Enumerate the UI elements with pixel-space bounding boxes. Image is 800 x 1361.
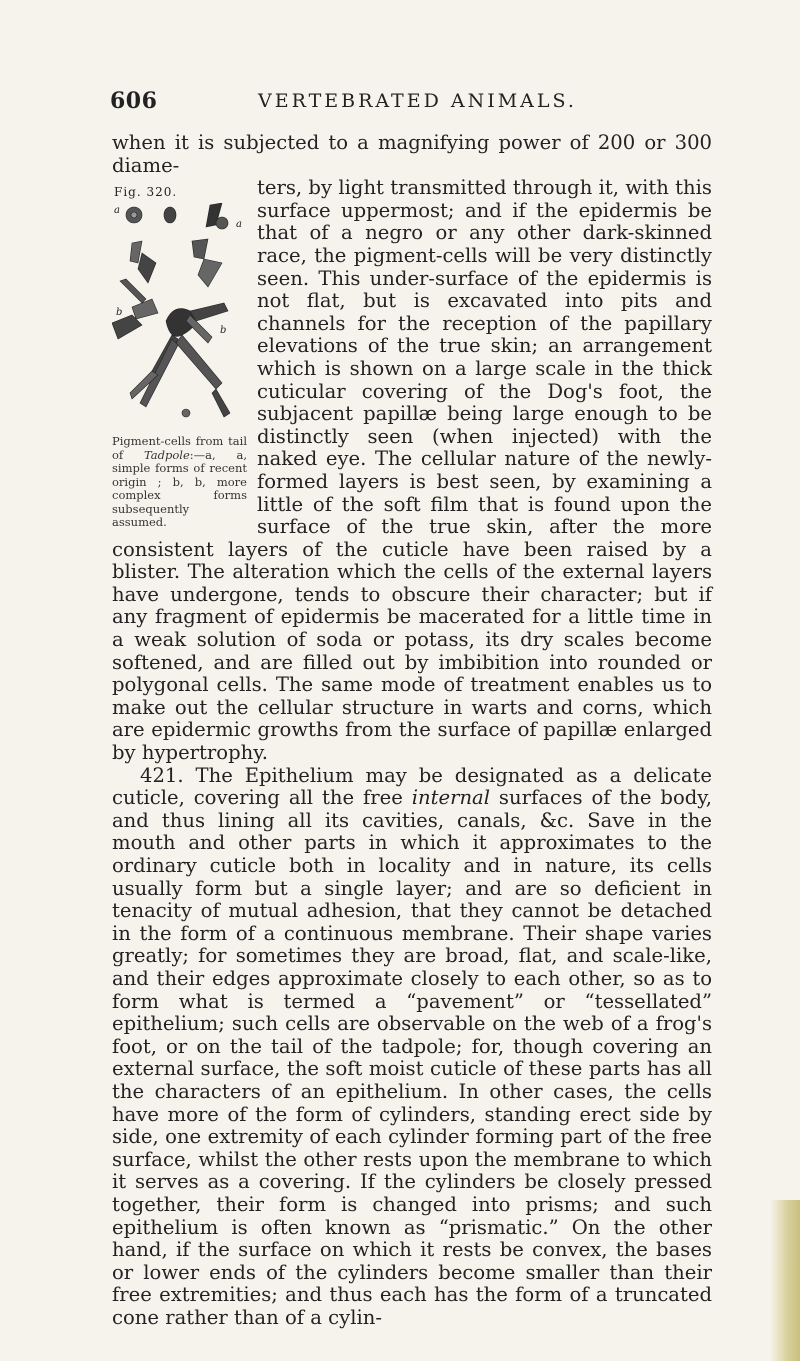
paragraph-2-italic: internal — [411, 786, 491, 810]
figure-label: Fig. 320. — [114, 185, 178, 200]
figure-320 — [112, 177, 247, 530]
caption-italic: Tadpole — [144, 447, 190, 462]
scan-edge-stain — [770, 1200, 800, 1361]
paragraph-2-rest: surfaces of the body, and thus lining all its cavities, canals, &c. Save in the mouth and other parts in which it approximates to the ordinary cuticle both in locality and in nature, its cells usually form but a single layer; and are so deficient in tenacity of mutual adhesion, that they cannot be detached in the form of a continuous membrane. Their shape varies greatly; for sometimes they are broad, flat, and scale-like, and their edges approximate closely to each other, so as to form what is termed a “pavement” or “tessellated” epithelium; such cells are observable on the web of a frog's foot, or on the tail of the tadpole; for, though covering an external surface, the soft moist cuticle of these parts has all the characters of an epithelium. In other cases, the cells have more of the form of cylinders, standing erect side by side, one extremity of each cylinder forming part of the free surface, whilst the other rests upon the membrane to which it serves as a covering. If the cylinders be closely pressed together, their form is changed into prisms; and such epithelium is often known as “prismatic.” On the other hand, if the surface on which it rests be convex, the bases or lower ends of the cylinders become smaller than their free extremities; and thus each has the form of a truncated cone rather than of a cylin- — [112, 786, 712, 1329]
mark-b-left: b — [116, 307, 123, 319]
body-text — [112, 132, 712, 1329]
paragraph-1-rest: ters, by light transmitted through it, with this surface uppermost; and if the epidermis be that of a negro or any other dark-skinned race, the pigment-cells will be very distinctly seen. This under-surface of the epidermis is not flat, but is excavated into pits and channels for the reception of the papillary elevations of the true skin; an arrangement which is shown on a large scale in the thick cuticular covering of the Dog's foot, the subjacent papillæ being large enough to be distinctly seen (when injected) with the naked eye. The cellular nature of the newly-formed layers is best seen, by examining a little of the soft film that is found upon the surface of the true skin, after the more consistent layers of the cuticle have been raised by a blister. The alteration which the cells of the external layers have undergone, tends to obscure their character; but if any fragment of epidermis be macerated for a little time in a weak solution of soda or potass, its dry scales become softened, and are filled out by imbibition into rounded or polygonal cells. The same mode of treatment enables us to make out the cellular structure in warts and corns, which are epidermic growths from the surface of papillæ enlarged by hypertrophy. — [112, 176, 712, 765]
pigment-cells-illustration — [112, 203, 247, 433]
page-number: 606 — [110, 88, 158, 114]
mark-b-right: b — [220, 325, 227, 337]
running-head: VERTEBRATED ANIMALS. — [258, 90, 577, 112]
paragraph-2 — [112, 765, 712, 1330]
figure-caption — [112, 435, 247, 530]
paragraph-1-first-line: when it is subjected to a magnifying power of 200 or 300 diame- — [112, 131, 712, 177]
mark-a-left: a — [114, 205, 120, 217]
page-header — [0, 88, 800, 118]
caption-rest: :—a, a, simple forms of recent origin ; b, b, more complex forms subsequently assumed. — [112, 447, 247, 530]
paragraph-2-start: 421. The Epithelium may be designated as a delicate cuticle, covering all the free — [112, 763, 712, 810]
mark-a-right: a — [236, 219, 242, 231]
caption-prefix: Pigment-cells from tail of — [112, 434, 247, 462]
